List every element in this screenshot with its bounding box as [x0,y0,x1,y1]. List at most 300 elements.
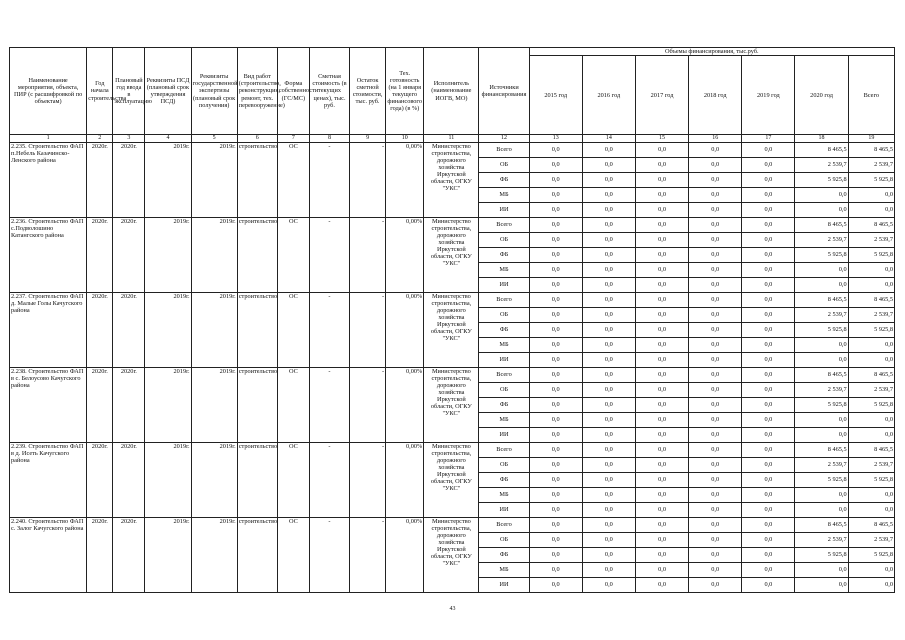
funding-value-cell: 0,0 [635,248,688,263]
header-year: 2016 год [582,56,635,135]
funding-value-cell: 0,0 [635,308,688,323]
funding-value-cell: 8 465,5 [795,143,848,158]
funding-value-cell: 0,0 [742,233,795,248]
column-number: 2 [87,135,113,143]
project-psd: 2019г. [145,443,191,518]
funding-value-cell: 0,0 [529,188,582,203]
funding-value-cell: 0,0 [635,158,688,173]
column-number: 3 [113,135,145,143]
funding-total-cell: 2 539,7 [848,158,894,173]
project-year-start: 2020г. [87,368,113,443]
funding-source: Всего [479,443,529,458]
column-number: 4 [145,135,191,143]
column-number: 9 [350,135,386,143]
project-executor: Министерство строительства, дорожного хозяйства Иркутской области, ОГКУ "УКС" [424,443,479,518]
funding-value-cell: 0,0 [529,503,582,518]
funding-value-cell: 5 925,8 [795,473,848,488]
funding-value-cell: 0,0 [635,473,688,488]
funding-value-cell: 0,0 [742,338,795,353]
funding-value-cell: 0,0 [582,263,635,278]
project-readiness: 0,00% [386,368,424,443]
funding-value-cell: 0,0 [529,548,582,563]
funding-value-cell: 5 925,8 [795,323,848,338]
funding-value-cell: 0,0 [582,383,635,398]
header-work-type: Вид работ (строительство, реконструкция, ремонт, тех. перевооружение) [237,48,277,135]
project-ownership: ОС [277,143,309,218]
funding-value-cell: 0,0 [742,308,795,323]
funding-value-cell: 0,0 [582,143,635,158]
page-number: 43 [449,606,456,612]
project-ownership: ОС [277,293,309,368]
funding-value-cell: 0,0 [582,278,635,293]
project-work-type: строительство [237,143,277,218]
funding-source: Всего [479,518,529,533]
funding-source: ФБ [479,398,529,413]
project-executor: Министерство строительства, дорожного хозяйства Иркутской области, ОГКУ "УКС" [424,368,479,443]
funding-value-cell: 0,0 [529,248,582,263]
funding-value-cell: 0,0 [742,548,795,563]
funding-total-cell: 8 465,5 [848,443,894,458]
header-source: Источники финансирования [479,48,529,135]
funding-value-cell: 0,0 [635,443,688,458]
funding-source: ФБ [479,173,529,188]
funding-value-cell: 0,0 [689,563,742,578]
funding-value-cell: 0,0 [742,323,795,338]
funding-value-cell: 0,0 [795,563,848,578]
header-expertise: Реквизиты государственной экспертизы (плановый срок получения) [191,48,237,135]
funding-value-cell: 0,0 [689,578,742,593]
funding-value-cell: 0,0 [582,353,635,368]
funding-source: Всего [479,218,529,233]
header-planned-year: Плановый год ввода в эксплуатацию [113,48,145,135]
funding-value-cell: 5 925,8 [795,248,848,263]
project-estimated-cost: - [309,293,349,368]
project-expertise: 2019г. [191,143,237,218]
funding-value-cell: 0,0 [795,503,848,518]
project-expertise: 2019г. [191,293,237,368]
funding-value-cell: 0,0 [689,353,742,368]
project-executor: Министерство строительства, дорожного хозяйства Иркутской области, ОГКУ "УКС" [424,218,479,293]
funding-value-cell: 0,0 [689,278,742,293]
funding-value-cell: 0,0 [635,428,688,443]
table-row [10,443,895,458]
funding-value-cell: 0,0 [689,398,742,413]
project-psd: 2019г. [145,368,191,443]
funding-value-cell: 0,0 [742,218,795,233]
funding-value-cell: 0,0 [582,428,635,443]
funding-total-cell: 5 925,8 [848,398,894,413]
funding-value-cell: 0,0 [582,173,635,188]
funding-value-cell: 0,0 [582,368,635,383]
funding-value-cell: 0,0 [529,143,582,158]
project-work-type: строительство [237,218,277,293]
funding-value-cell: 8 465,5 [795,518,848,533]
project-planned-year: 2020г. [113,518,145,593]
funding-value-cell: 0,0 [689,263,742,278]
funding-total-cell: 0,0 [848,563,894,578]
column-number: 19 [848,135,894,143]
header-estimated-cost: Сметная стоимость (в текущих ценах), тыс. руб. [309,48,349,135]
funding-value-cell: 0,0 [742,518,795,533]
funding-source: МБ [479,413,529,428]
table-header-row [10,48,895,56]
funding-source: Всего [479,368,529,383]
funding-value-cell: 0,0 [742,278,795,293]
funding-source: ОБ [479,533,529,548]
funding-value-cell: 0,0 [689,308,742,323]
project-executor: Министерство строительства, дорожного хозяйства Иркутской области, ОГКУ "УКС" [424,143,479,218]
project-expertise: 2019г. [191,443,237,518]
funding-value-cell: 0,0 [582,548,635,563]
funding-value-cell: 0,0 [635,143,688,158]
funding-value-cell: 0,0 [795,188,848,203]
funding-value-cell: 0,0 [742,398,795,413]
table-row [10,293,895,308]
funding-total-cell: 5 925,8 [848,323,894,338]
project-estimated-cost: - [309,218,349,293]
document-page [9,47,895,593]
funding-source: МБ [479,488,529,503]
funding-value-cell: 0,0 [742,458,795,473]
project-estimated-cost: - [309,368,349,443]
funding-value-cell: 0,0 [582,218,635,233]
project-planned-year: 2020г. [113,443,145,518]
project-ownership: ОС [277,368,309,443]
funding-total-cell: 8 465,5 [848,518,894,533]
project-planned-year: 2020г. [113,218,145,293]
project-year-start: 2020г. [87,143,113,218]
funding-value-cell: 0,0 [582,458,635,473]
funding-value-cell: 8 465,5 [795,218,848,233]
funding-value-cell: 0,0 [529,488,582,503]
project-remaining-cost: - [350,143,386,218]
funding-value-cell: 0,0 [529,278,582,293]
funding-total-cell: 0,0 [848,503,894,518]
funding-value-cell: 0,0 [742,293,795,308]
funding-value-cell: 0,0 [742,248,795,263]
funding-value-cell: 0,0 [582,233,635,248]
project-ownership: ОС [277,518,309,593]
project-planned-year: 2020г. [113,293,145,368]
funding-source: Всего [479,293,529,308]
funding-value-cell: 0,0 [742,428,795,443]
funding-total-cell: 0,0 [848,428,894,443]
funding-value-cell: 5 925,8 [795,398,848,413]
funding-value-cell: 0,0 [795,413,848,428]
funding-value-cell: 0,0 [635,578,688,593]
funding-value-cell: 0,0 [635,383,688,398]
funding-total-cell: 2 539,7 [848,458,894,473]
funding-value-cell: 0,0 [529,233,582,248]
funding-value-cell: 0,0 [529,158,582,173]
funding-value-cell: 0,0 [689,188,742,203]
funding-value-cell: 0,0 [635,458,688,473]
funding-value-cell: 0,0 [689,443,742,458]
funding-value-cell: 0,0 [689,173,742,188]
funding-value-cell: 0,0 [742,158,795,173]
funding-value-cell: 0,0 [529,263,582,278]
funding-source: Всего [479,143,529,158]
funding-source: ОБ [479,308,529,323]
project-name: 2.240. Строительство ФАП с. Залог Качугского района [10,518,87,593]
column-number: 6 [237,135,277,143]
project-year-start: 2020г. [87,218,113,293]
project-expertise: 2019г. [191,218,237,293]
header-year-start: Год начала строительства [87,48,113,135]
financing-table [9,47,895,593]
header-year: 2017 год [635,56,688,135]
funding-value-cell: 0,0 [635,533,688,548]
funding-total-cell: 0,0 [848,353,894,368]
funding-total-cell: 0,0 [848,413,894,428]
funding-value-cell: 0,0 [582,203,635,218]
project-year-start: 2020г. [87,518,113,593]
funding-value-cell: 0,0 [529,398,582,413]
project-remaining-cost: - [350,293,386,368]
column-number: 18 [795,135,848,143]
funding-value-cell: 0,0 [635,263,688,278]
project-remaining-cost: - [350,443,386,518]
funding-value-cell: 0,0 [795,428,848,443]
funding-source: ОБ [479,458,529,473]
funding-value-cell: 0,0 [742,413,795,428]
funding-source: ИИ [479,503,529,518]
project-readiness: 0,00% [386,293,424,368]
funding-source: ИИ [479,578,529,593]
funding-total-cell: 5 925,8 [848,173,894,188]
project-estimated-cost: - [309,143,349,218]
funding-total-cell: 5 925,8 [848,473,894,488]
funding-value-cell: 2 539,7 [795,233,848,248]
project-executor: Министерство строительства, дорожного хозяйства Иркутской области, ОГКУ "УКС" [424,518,479,593]
funding-source: МБ [479,563,529,578]
project-name: 2.235. Строительство ФАП п.Небель Казачинско-Ленского района [10,143,87,218]
project-work-type: строительство [237,368,277,443]
funding-value-cell: 0,0 [689,488,742,503]
funding-value-cell: 0,0 [529,518,582,533]
funding-value-cell: 0,0 [635,323,688,338]
header-executor: Исполнитель (наименование ИОГВ, МО) [424,48,479,135]
funding-value-cell: 0,0 [689,413,742,428]
funding-value-cell: 0,0 [635,503,688,518]
funding-value-cell: 0,0 [742,263,795,278]
funding-value-cell: 2 539,7 [795,158,848,173]
table-row [10,143,895,158]
project-readiness: 0,00% [386,518,424,593]
funding-value-cell: 0,0 [529,578,582,593]
funding-value-cell: 0,0 [529,218,582,233]
funding-value-cell: 0,0 [529,338,582,353]
funding-value-cell: 0,0 [635,368,688,383]
table-row [10,218,895,233]
project-psd: 2019г. [145,293,191,368]
funding-value-cell: 0,0 [529,443,582,458]
funding-value-cell: 0,0 [689,368,742,383]
funding-value-cell: 0,0 [529,173,582,188]
project-work-type: строительство [237,518,277,593]
funding-value-cell: 0,0 [582,308,635,323]
funding-value-cell: 0,0 [689,518,742,533]
project-psd: 2019г. [145,143,191,218]
header-readiness: Тех. готовность (на 1 января текущего финансового года) (в %) [386,48,424,135]
funding-source: ИИ [479,203,529,218]
funding-value-cell: 0,0 [582,293,635,308]
funding-value-cell: 0,0 [529,293,582,308]
funding-source: ОБ [479,233,529,248]
project-year-start: 2020г. [87,443,113,518]
project-expertise: 2019г. [191,368,237,443]
header-psd: Реквизиты ПСД (плановый срок утверждения ПСД) [145,48,191,135]
funding-source: ОБ [479,383,529,398]
funding-value-cell: 0,0 [529,533,582,548]
funding-value-cell: 0,0 [742,443,795,458]
funding-source: ФБ [479,248,529,263]
funding-total-cell: 0,0 [848,203,894,218]
funding-value-cell: 0,0 [689,338,742,353]
column-number: 16 [689,135,742,143]
project-psd: 2019г. [145,518,191,593]
project-estimated-cost: - [309,518,349,593]
funding-value-cell: 0,0 [742,563,795,578]
column-number: 1 [10,135,87,143]
project-work-type: строительство [237,293,277,368]
funding-value-cell: 0,0 [742,488,795,503]
funding-source: ОБ [479,158,529,173]
project-name: 2.238. Строительство ФАП в с. Белоусово Качугского района [10,368,87,443]
funding-value-cell: 0,0 [635,338,688,353]
funding-value-cell: 0,0 [742,533,795,548]
funding-value-cell: 0,0 [795,203,848,218]
funding-value-cell: 0,0 [635,233,688,248]
column-number: 7 [277,135,309,143]
project-readiness: 0,00% [386,218,424,293]
project-remaining-cost: - [350,218,386,293]
funding-value-cell: 0,0 [582,473,635,488]
funding-value-cell: 0,0 [795,278,848,293]
funding-value-cell: 2 539,7 [795,383,848,398]
funding-value-cell: 0,0 [582,503,635,518]
funding-source: ИИ [479,278,529,293]
funding-total-cell: 0,0 [848,338,894,353]
funding-value-cell: 0,0 [795,488,848,503]
funding-value-cell: 0,0 [635,548,688,563]
project-readiness: 0,00% [386,143,424,218]
funding-total-cell: 2 539,7 [848,533,894,548]
header-name: Наименование мероприятия, объекта, ПИР (с расшифровкой по объектам) [10,48,87,135]
funding-value-cell: 0,0 [689,293,742,308]
funding-value-cell: 8 465,5 [795,443,848,458]
funding-value-cell: 0,0 [795,578,848,593]
header-total: Всего [848,56,894,135]
funding-value-cell: 0,0 [635,353,688,368]
funding-total-cell: 5 925,8 [848,548,894,563]
funding-value-cell: 0,0 [529,413,582,428]
funding-value-cell: 0,0 [582,413,635,428]
header-year: 2018 год [689,56,742,135]
funding-value-cell: 0,0 [529,353,582,368]
table-row [10,518,895,533]
funding-value-cell: 0,0 [635,173,688,188]
funding-value-cell: 0,0 [529,308,582,323]
funding-value-cell: 2 539,7 [795,308,848,323]
header-ownership: Форма собственности (ГС/МС) [277,48,309,135]
funding-value-cell: 0,0 [529,563,582,578]
funding-total-cell: 0,0 [848,278,894,293]
project-executor: Министерство строительства, дорожного хозяйства Иркутской области, ОГКУ "УКС" [424,293,479,368]
project-estimated-cost: - [309,443,349,518]
funding-value-cell: 0,0 [689,158,742,173]
funding-value-cell: 0,0 [635,563,688,578]
funding-source: МБ [479,188,529,203]
funding-source: МБ [479,263,529,278]
funding-value-cell: 8 465,5 [795,293,848,308]
funding-value-cell: 0,0 [795,338,848,353]
funding-value-cell: 0,0 [582,323,635,338]
funding-value-cell: 0,0 [742,368,795,383]
funding-value-cell: 0,0 [635,293,688,308]
funding-value-cell: 8 465,5 [795,368,848,383]
funding-total-cell: 8 465,5 [848,218,894,233]
funding-value-cell: 0,0 [529,458,582,473]
project-ownership: ОС [277,443,309,518]
funding-value-cell: 2 539,7 [795,533,848,548]
funding-value-cell: 0,0 [529,203,582,218]
funding-value-cell: 0,0 [582,188,635,203]
funding-value-cell: 0,0 [582,488,635,503]
funding-value-cell: 0,0 [689,548,742,563]
column-number: 12 [479,135,529,143]
funding-value-cell: 0,0 [689,428,742,443]
funding-value-cell: 0,0 [742,383,795,398]
funding-value-cell: 0,0 [582,533,635,548]
funding-source: МБ [479,338,529,353]
funding-value-cell: 0,0 [529,428,582,443]
project-expertise: 2019г. [191,518,237,593]
funding-value-cell: 0,0 [742,578,795,593]
funding-value-cell: 0,0 [689,473,742,488]
funding-value-cell: 0,0 [529,323,582,338]
funding-value-cell: 0,0 [742,188,795,203]
funding-value-cell: 0,0 [529,473,582,488]
funding-source: ФБ [479,473,529,488]
funding-value-cell: 0,0 [582,248,635,263]
funding-value-cell: 0,0 [689,233,742,248]
funding-total-cell: 0,0 [848,578,894,593]
header-year: 2015 год [529,56,582,135]
column-number: 15 [635,135,688,143]
funding-source: ИИ [479,353,529,368]
funding-value-cell: 0,0 [582,518,635,533]
column-number: 14 [582,135,635,143]
project-remaining-cost: - [350,368,386,443]
funding-total-cell: 2 539,7 [848,308,894,323]
funding-total-cell: 8 465,5 [848,293,894,308]
funding-value-cell: 0,0 [742,353,795,368]
funding-value-cell: 0,0 [582,158,635,173]
funding-value-cell: 0,0 [689,218,742,233]
column-number-row [10,135,895,143]
funding-value-cell: 0,0 [689,323,742,338]
funding-value-cell: 0,0 [689,248,742,263]
column-number: 11 [424,135,479,143]
funding-value-cell: 0,0 [529,383,582,398]
funding-value-cell: 0,0 [742,173,795,188]
funding-value-cell: 0,0 [689,503,742,518]
project-name: 2.237. Строительство ФАП д. Малые Голы Качугского района [10,293,87,368]
funding-value-cell: 0,0 [635,398,688,413]
funding-value-cell: 0,0 [529,368,582,383]
funding-value-cell: 0,0 [582,443,635,458]
